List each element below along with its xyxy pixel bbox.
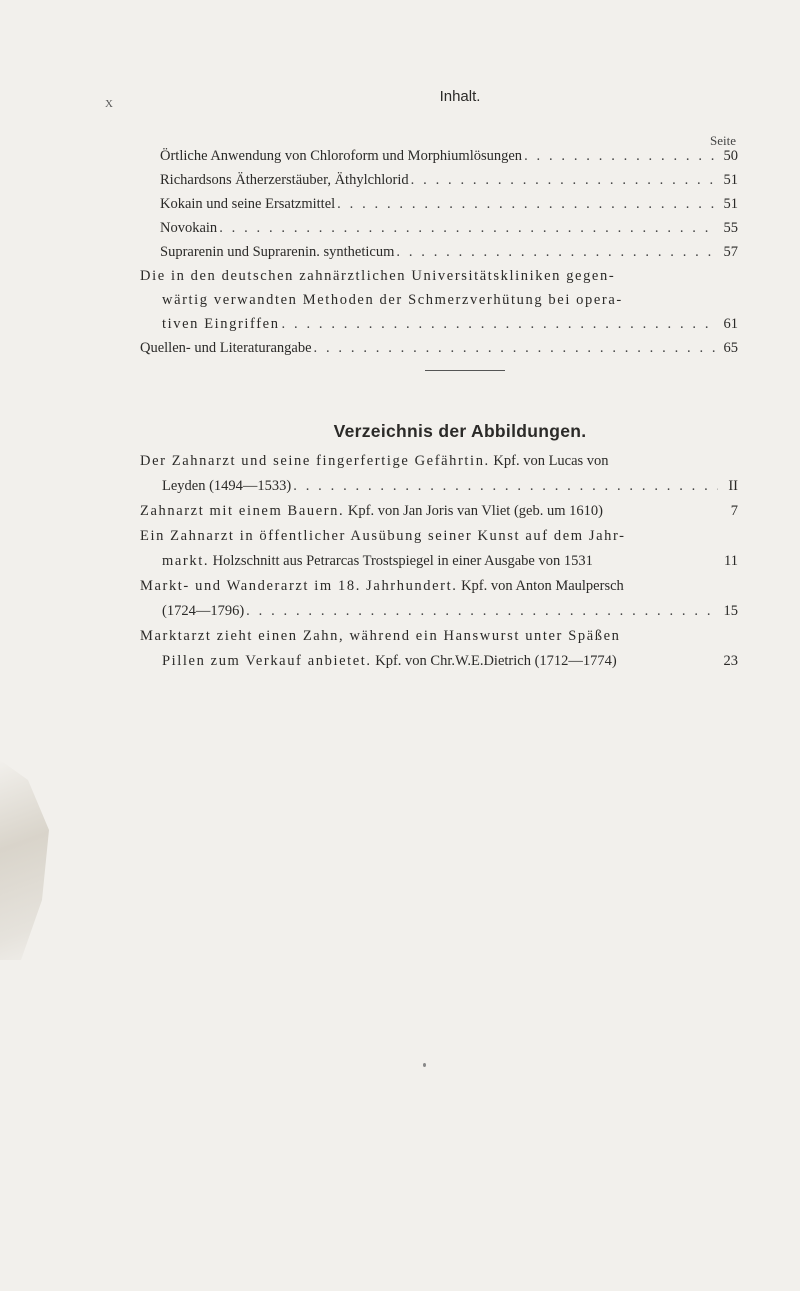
figure-entry <box>140 649 738 674</box>
figure-page: 23 <box>723 653 738 669</box>
toc-entry <box>160 168 738 192</box>
page-number: X <box>105 98 113 110</box>
figure-title: Markt- und Wanderarzt im 18. Jahrhundert. <box>140 578 458 594</box>
toc-entry-label: Örtliche Anwendung von Chloroform und Morphiumlösungen <box>160 148 523 164</box>
figure-caption: (1724—1796) <box>162 603 245 619</box>
toc-section-line: Die in den deutschen zahnärztlichen Universitätskliniken gegen- <box>140 268 616 284</box>
figure-page: 15 <box>723 603 738 619</box>
toc-entry-page: 57 <box>723 244 738 260</box>
toc-section <box>140 264 738 336</box>
figure-entry <box>140 599 738 624</box>
figure-entry <box>140 574 738 599</box>
toc-entry-label: Novokain <box>160 220 218 236</box>
toc-entry <box>160 216 738 240</box>
figure-caption: Kpf. von Jan Joris van Vliet (geb. um 1610) <box>347 503 603 519</box>
figure-entry <box>140 549 738 574</box>
toc-entry-page: 65 <box>723 340 738 356</box>
toc-entry-page: 55 <box>723 220 738 236</box>
toc-entry-label: Quellen- und Literaturangabe <box>140 340 312 356</box>
toc-list <box>160 144 738 264</box>
leader-dots <box>314 336 718 360</box>
toc-entry-label: Suprarenin und Suprarenin. syntheticum <box>160 244 395 260</box>
toc-entry-page: 61 <box>723 316 738 332</box>
toc-sources <box>140 336 738 360</box>
figure-title: Pillen zum Verkauf anbietet. <box>162 653 372 669</box>
figure-entry <box>140 524 738 549</box>
page-column-label: Seite <box>710 133 736 148</box>
figure-caption: Kpf. von Lucas von <box>493 453 609 469</box>
figure-caption: Holzschnitt aus Petrarcas Trostspiegel in einer Ausgabe von 1531 <box>212 553 593 569</box>
figure-page: 11 <box>724 553 738 569</box>
figure-entry <box>140 474 738 499</box>
leader-dots <box>396 240 718 264</box>
figure-entry <box>140 499 738 524</box>
leader-dots <box>337 192 718 216</box>
figure-title: Marktarzt zieht einen Zahn, während ein Hanswurst unter Späßen <box>140 628 621 644</box>
page-title: Inhalt. <box>439 88 481 105</box>
leader-dots <box>411 168 718 192</box>
figure-caption: Leyden (1494—1533) <box>162 478 292 494</box>
leader-dots <box>524 144 718 168</box>
toc-entry-page: 51 <box>723 172 738 188</box>
figure-caption: Kpf. von Anton Maulpersch <box>461 578 624 594</box>
figure-title: Zahnarzt mit einem Bauern. <box>140 503 345 519</box>
toc-entry <box>160 240 738 264</box>
toc-entry <box>160 144 738 168</box>
figure-list <box>140 449 738 674</box>
leader-dots <box>282 312 718 336</box>
figure-title: markt. <box>162 553 210 569</box>
figures-heading: Verzeichnis der Abbildungen. <box>333 421 587 441</box>
figure-entry <box>140 449 738 474</box>
figure-caption: Kpf. von Chr.W.E.Dietrich (1712—1774) <box>375 653 617 669</box>
leader-dots <box>293 474 718 499</box>
toc-entry-label: Richardsons Ätherzerstäuber, Äthylchlorid <box>160 172 409 188</box>
toc-entry-label: Kokain und seine Ersatzmittel <box>160 196 336 212</box>
figure-entry <box>140 624 738 649</box>
toc-entry-page: 50 <box>723 148 738 164</box>
figure-title: Ein Zahnarzt in öffentlicher Ausübung seiner Kunst auf dem Jahr- <box>140 528 626 544</box>
section-divider <box>425 370 505 371</box>
figure-page: II <box>728 478 738 494</box>
toc-entry <box>160 192 738 216</box>
figure-title: Der Zahnarzt und seine fingerfertige Gefährtin. <box>140 453 490 469</box>
toc-entry <box>140 336 738 360</box>
toc-entry <box>140 312 738 336</box>
leader-dots <box>219 216 718 240</box>
figure-page: 7 <box>730 503 738 519</box>
toc-section-line: tiven Eingriffen <box>162 316 280 332</box>
leader-dots <box>246 599 718 624</box>
paper-stain <box>0 760 70 960</box>
toc-entry-page: 51 <box>723 196 738 212</box>
paper-speck <box>423 1063 426 1067</box>
toc-section-line: wärtig verwandten Methoden der Schmerzverhütung bei opera- <box>162 292 623 308</box>
